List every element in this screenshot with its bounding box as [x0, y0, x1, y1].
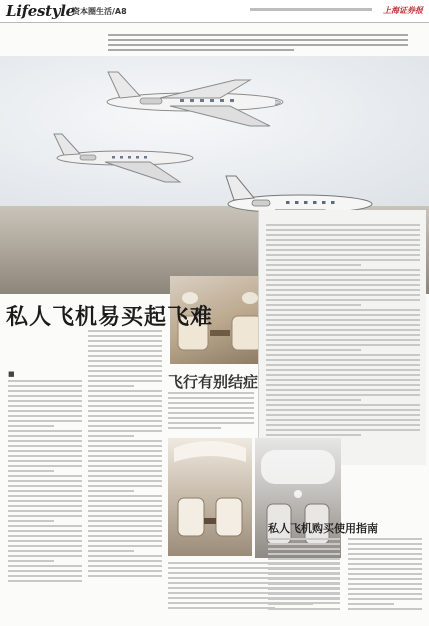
cabin-interior-photo — [168, 438, 252, 556]
body-column-1 — [8, 380, 82, 585]
body-column-3 — [168, 392, 254, 432]
paper-name: 上海证券报 — [383, 6, 423, 15]
private-jet-illustration — [100, 62, 290, 132]
masthead — [0, 0, 429, 23]
guide-column-2 — [348, 538, 422, 613]
section-label: 资本圈生活/A8 — [72, 7, 127, 16]
body-column-2 — [88, 330, 162, 580]
guide-title: 私人飞机购买使用指南 — [268, 522, 378, 535]
lifestyle-brand: Lifestyle — [6, 2, 75, 20]
dateline-bar — [250, 8, 372, 11]
body-column-4 — [168, 562, 340, 612]
private-jet-illustration — [50, 128, 200, 188]
sidebar-text — [266, 224, 420, 439]
headline: 私人飞机易买起飞难 — [6, 305, 214, 330]
intro-paragraph — [108, 34, 408, 54]
subheadline: 飞行有别结症 — [168, 373, 259, 391]
author-byline: ■ — [8, 370, 15, 378]
